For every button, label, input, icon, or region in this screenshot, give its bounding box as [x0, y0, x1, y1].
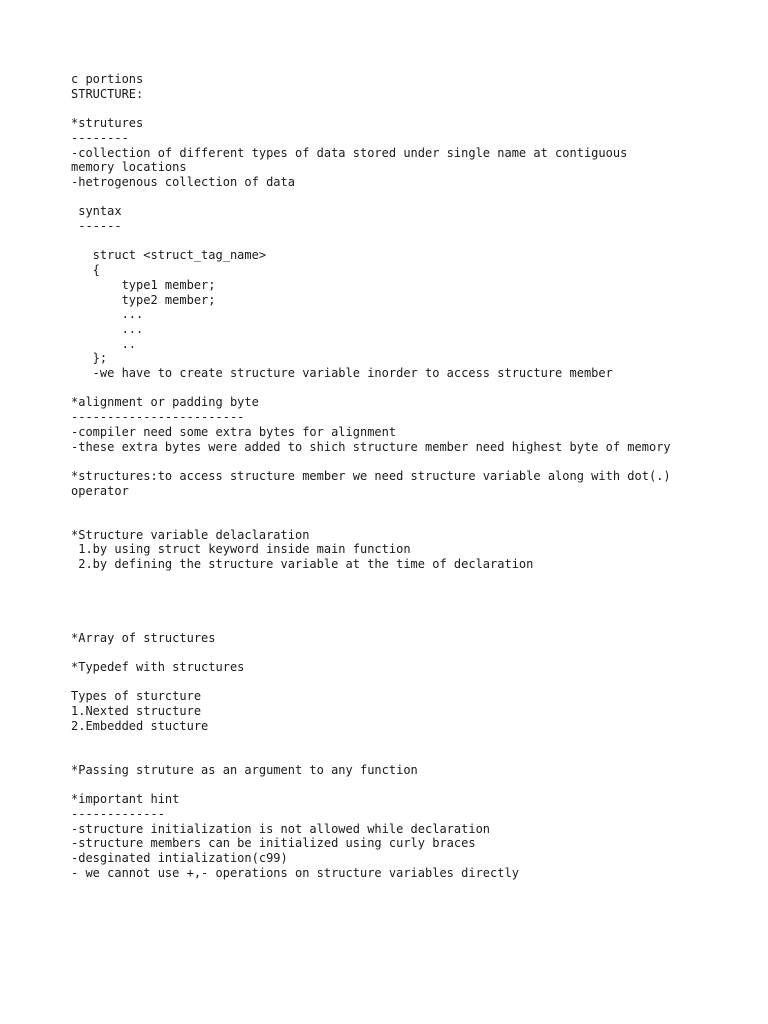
- text-line: *important hint: [71, 792, 180, 807]
- text-line: -we have to create structure variable inorder to access structure member: [71, 366, 613, 381]
- text-line: type2 member;: [71, 292, 216, 307]
- text-line: - we cannot use +,- operations on structure variables directly: [71, 865, 519, 880]
- text-line: -structure initialization is not allowed while declaration: [71, 821, 491, 836]
- text-line: -these extra bytes were added to shich structure member need highest byte of memory: [71, 439, 671, 454]
- text-line: -------------: [71, 806, 165, 821]
- text-line: ..: [71, 336, 137, 351]
- text-line: [71, 616, 751, 631]
- text-line: operator: [71, 483, 129, 498]
- text-line: -structure members can be initialized using curly braces: [71, 836, 476, 851]
- text-line: 2.Embedded stucture: [71, 718, 209, 733]
- text-line: ------: [71, 219, 122, 233]
- text-line: [71, 190, 751, 205]
- text-line: {: [71, 263, 100, 278]
- text-line: *structures:to access structure member we need structure variable along with dot(.): [71, 468, 671, 483]
- text-line: *alignment or padding byte: [71, 395, 259, 410]
- text-line: [71, 572, 751, 587]
- text-line: 1.by using struct keyword inside main function: [71, 542, 411, 557]
- text-line: ...: [71, 321, 144, 336]
- text-line: 1.Nexted structure: [71, 704, 202, 719]
- text-line: [71, 748, 751, 763]
- text-line: STRUCTURE:: [71, 86, 144, 101]
- text-line: -hetrogenous collection of data: [71, 174, 295, 189]
- text-line: memory locations: [71, 160, 187, 175]
- text-line: type1 member;: [71, 277, 216, 292]
- text-line: *Typedef with structures: [71, 659, 245, 674]
- text-line: [71, 601, 751, 616]
- text-line: *strutures: [71, 116, 144, 131]
- text-line: [71, 778, 751, 793]
- text-line: [71, 513, 751, 528]
- text-line: [71, 454, 751, 469]
- text-line: [71, 234, 751, 249]
- text-line: 2.by defining the structure variable at the time of declaration: [71, 557, 534, 572]
- text-line: [71, 675, 751, 690]
- text-line: -compiler need some extra bytes for alignment: [71, 424, 397, 439]
- text-line: struct <struct_tag_name>: [71, 248, 267, 263]
- text-line: [71, 733, 751, 748]
- text-line: [71, 101, 751, 116]
- text-line: [71, 498, 751, 513]
- text-line: syntax: [71, 204, 122, 219]
- text-line: ...: [71, 307, 144, 322]
- text-line: *Structure variable delaclaration: [71, 527, 310, 542]
- text-line: [71, 645, 751, 660]
- text-line: -desginated intialization(c99): [71, 851, 288, 866]
- text-line: [71, 381, 751, 396]
- text-line: *Array of structures: [71, 630, 216, 645]
- text-line: *Passing struture as an argument to any function: [71, 762, 418, 777]
- text-line: -collection of different types of data stored under single name at contiguous: [71, 145, 628, 160]
- text-line: ------------------------: [71, 410, 245, 425]
- text-line: [71, 586, 751, 601]
- text-line: Types of sturcture: [71, 689, 202, 704]
- text-line: c portions: [71, 72, 144, 86]
- text-line: };: [71, 351, 108, 366]
- document-text: [71, 72, 751, 880]
- text-line: --------: [71, 130, 129, 145]
